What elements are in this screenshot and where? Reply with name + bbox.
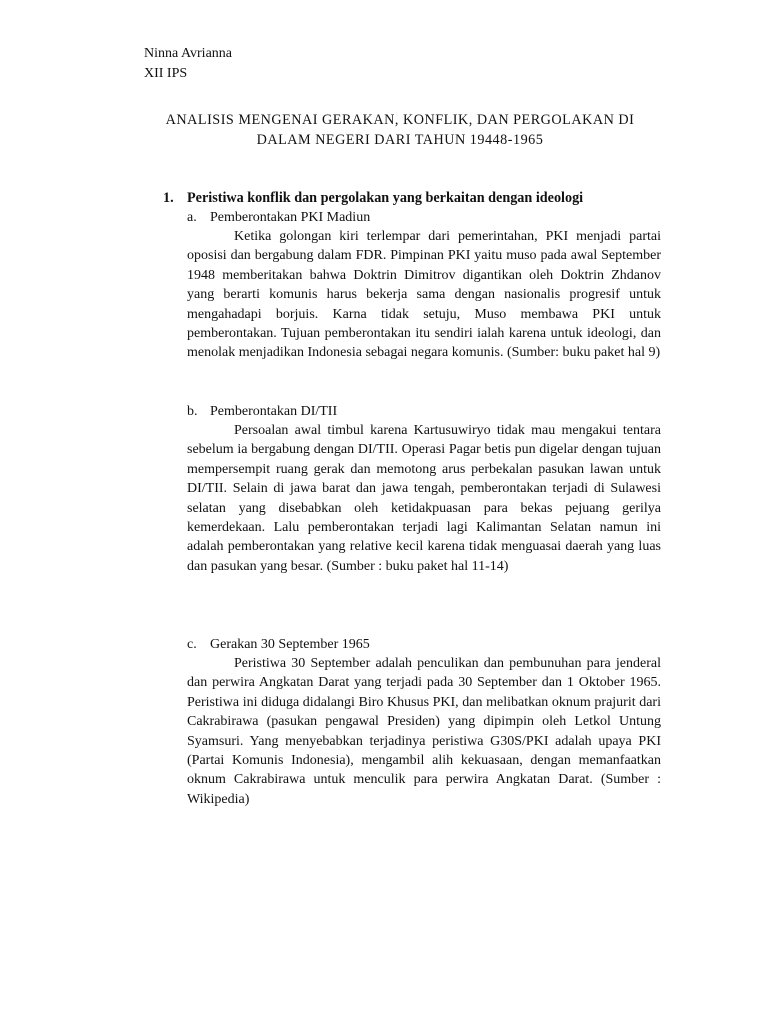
title-line-1: ANALISIS MENGENAI GERAKAN, KONFLIK, DAN PERGOLAKAN DI (165, 112, 635, 128)
subsection-title-a (187, 208, 370, 227)
subsection-title-text: Pemberontakan PKI Madiun (210, 210, 371, 225)
author-class: XII IPS (144, 66, 188, 81)
section-heading (163, 188, 583, 208)
paragraph-c: Peristiwa 30 September adalah penculikan dan pembunuhan para jenderal dan perwira Angkatan Darat yang terjadi pada 30 September dan 1 Oktober 1965. Peristiwa ini diduga didalangi Biro Khusus PKI, dan melibatkan oknum prajurit dari Cakrabirawa (pasukan pengawal Presiden) yang dipimpin oleh Letkol Untung Syamsuri. Yang menyebabkan terjadinya peristiwa G30S/PKI adalah upaya PKI (Partai Komunis Indonesia), mengambil alih kekuasaan, dengan memanfaatkan oknum Cakrabirawa untuk menculik para perwira Angkatan Darat. (Sumber : Wikipedia) (187, 656, 661, 807)
author-name: Ninna Avrianna (144, 46, 232, 61)
paragraph-a: Ketika golongan kiri terlempar dari pemerintahan, PKI menjadi partai oposisi dan bergabung dalam FDR. Pimpinan PKI yaitu muso pada awal September 1948 memberitakan bahwa Doktrin Dimitrov digantikan oleh Doktrin Zhdanov yang berarti komunis harus bekerja sama dengan nasionalis progresif untuk mengahadapi borjuis. Karna tidak setuju, Muso membawa PKI untuk pemberontakan. Tujuan pemberontakan itu sendiri ialah karena untuk ideologi, dan menolak menjadikan Indonesia sebagai negara komunis. (Sumber: buku paket hal 9) (187, 229, 661, 361)
subsection-title-c (187, 635, 370, 654)
subsection-letter: b. (187, 404, 198, 419)
subsection-title-text: Gerakan 30 September 1965 (210, 637, 370, 652)
title-line-2: DALAM NEGERI DARI TAHUN 19448-1965 (256, 132, 544, 148)
subsection-letter: a. (187, 210, 197, 225)
paragraph-b: Persoalan awal timbul karena Kartusuwiryo tidak mau mengakui tentara sebelum ia bergabung dengan DI/TII. Operasi Pagar betis pun digelar dengan tujuan mempersempit ruang gerak dan memotong arus perbekalan pasukan lawan untuk DI/TII. Selain di jawa barat dan jawa tengah, pemberontakan terjadi di Sulawesi selatan yang disebabkan oleh ketidakpuasan para bekas pejuang gerilya kemerdekaan. Lalu pemberontakan terjadi lagi Kalimantan Selatan namun ini adalah pemberontakan yang relative kecil karena tidak menguasai daerah yang luas dan pasukan yang besar. (Sumber : buku paket hal 11-14) (187, 423, 661, 574)
document-title (120, 110, 680, 150)
author-block (144, 44, 232, 84)
subsection-letter: c. (187, 637, 197, 652)
subsection-title-text: Pemberontakan DI/TII (210, 404, 338, 419)
section-number: 1. (163, 190, 174, 206)
section-heading-text: Peristiwa konflik dan pergolakan yang berkaitan dengan ideologi (187, 190, 584, 206)
subsection-title-b (187, 402, 337, 421)
